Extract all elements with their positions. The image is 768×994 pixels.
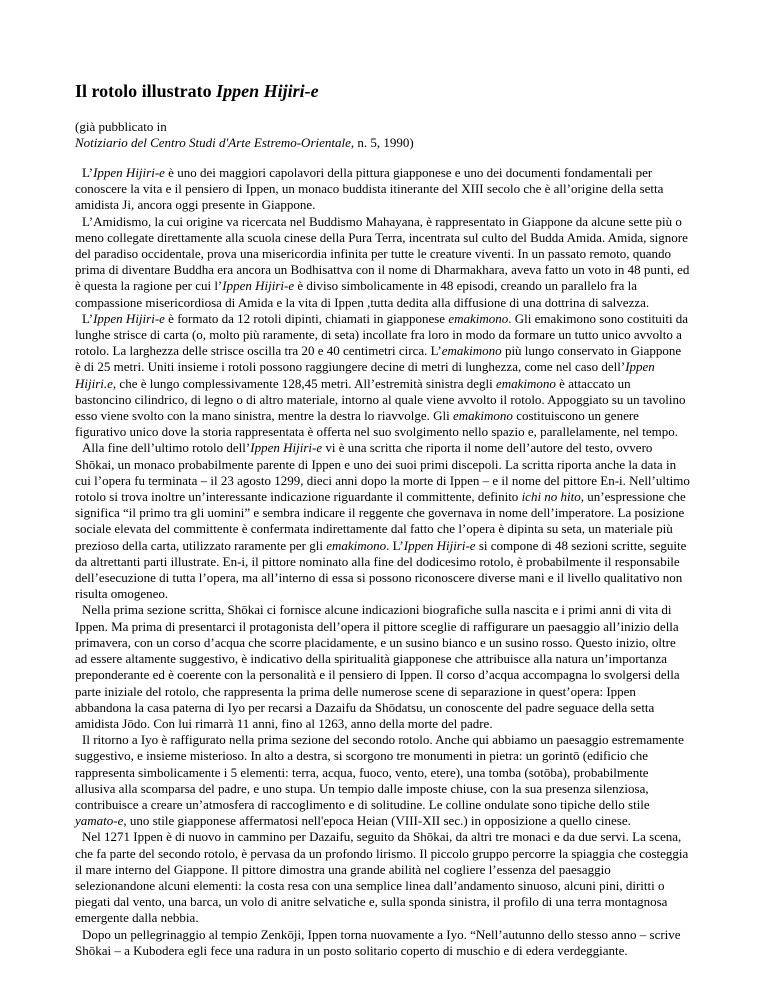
text-run: costituiscono un genere figurativo unico dove la storia rappresentata è offerta nel suo svolgimento nello spazio e, parallelamente, nel tempo. (75, 408, 678, 440)
text-run: Il ritorno a Iyo è raffigurato nella prima sezione del secondo rotolo. Anche qui abbiamo un paesaggio estremamente suggestivo, e insieme misterioso. In alto a destra, si scorgono tre monumenti in pietra: un gorintō (edificio che rappresenta simbolicamente i 5 elementi: terra, acqua, fuoco, vento, etere), una tomba (sotōba), probabilmente allusiva alla scomparsa del padre, e uno stupa. Un tempio dalle imposte chiuse, con la sua presenza silenziosa, contribuisce a creare un’atmosfera di raccoglimento e di solitudine. Le colline ondulate sono tipiche dello stile (75, 732, 684, 812)
text-run: si compone di 48 sezioni scritte, seguite da altrettanti parti illustrate. En-i, il pittore nominato alla fine del dodicesimo rotolo, è probabilmente il responsabile dell’esecuzione di tutta l’opera, ma all’interno di essa si possono riconoscere diverse mani e il livello qualitativo non risulta omogeneo. (75, 537, 687, 602)
italic-run: Ippen Hijiri-e (403, 537, 476, 553)
title-italic: Ippen Hijiri-e (216, 81, 319, 101)
italic-run: emakimono (441, 343, 502, 359)
text-run: è attaccato un bastoncino cilindrico, di legno o di altro materiale, intorno al quale viene avvolto il rotolo. Appoggiato su un tavolino esso viene svolto con la mano sinistra, mentre la destra lo riavvolge. Gli (75, 375, 686, 424)
text-run: è diviso simbolicamente in 48 episodi, creando un parallelo fra la compassione misericordiosa di Amida e la vita di Ippen ,tutta dedita alla diffusione di una dottrina di salvezza. (75, 278, 650, 310)
text-run: Dopo un pellegrinaggio al tempio Zenkōji, Ippen torna nuovamente a Iyo. “Nell’autunno dello stesso anno – scrive Shōkai – a Kubodera egli fece una radura in un posto solitario coperto di muschio e di edera verdeggiante. (75, 926, 681, 958)
text-run: Alla fine dell’ultimo rotolo dell’ (82, 440, 251, 456)
paragraph-7 (75, 829, 690, 926)
paragraph-6 (75, 732, 690, 829)
text-run: è formato da 12 rotoli dipinti, chiamati in giapponese (164, 310, 449, 326)
italic-run: Ippen Hijiri-e (93, 310, 165, 326)
pubnote-line1: (già pubblicato in (75, 119, 167, 134)
italic-run: Ippen Hijiri-e (93, 165, 165, 180)
italic-run: emakimono (495, 375, 556, 391)
italic-run: yamato-e (75, 813, 124, 829)
text-run: L’ (82, 310, 94, 326)
text-run: è uno dei maggiori capolavori della pittura giapponese e uno dei documenti fondamentali per conoscere la vita e il pensiero di Ippen, un monaco buddista itinerante del XIII secolo che è all’origine della setta amidista Ji, ancora oggi presente in Giappone. (75, 165, 664, 213)
text-run: Nella prima sezione scritta, Shōkai ci fornisce alcune indicazioni biografiche sulla nascita e i primi anni di vita di Ippen. Ma prima di presentarci il protagonista dell’opera il pittore sceglie di raffigurare un paesaggio all’inizio della primavera, con un corso d’acqua che scorre placidamente, e un susino bianco e un susino rosso. Questo inizio, oltre ad essere altamente suggestivo, è indicativo della spiritualità giapponese che attribuisce alla natura un’importanza preponderante ed è coerente con la personalità e il pensiero di Ippen. Il corso d’acqua accompagna lo svolgersi della parte iniziale del rotolo, che rappresenta la prima delle numerose scene di separazione in quest’opera: Ippen abbandona la casa paterna di Iyo per recarsi a Dazaifu da Shōdatsu, un conoscente del padre seguace della setta amidista Jōdo. Con lui rimarrà 11 anni, fino al 1263, anno della morte del padre. (75, 602, 680, 731)
text-run: vi è una scritta che riporta il nome dell’autore del testo, ovvero Shōkai, un monaco probabilmente parente di Ippen e uno dei suoi primi discepoli. La scritta riporta anche la data in cui l’opera fu terminata – il 23 agosto 1299, dieci anni dopo la morte di Ippen – e il nome del pittore En-i. Nell’ultimo rotolo si trova inoltre un’interessante indicazione riguardante il committente, definito (75, 440, 690, 505)
italic-run: emakimono (326, 537, 387, 553)
text-run: più lungo conservato in Giappone è di 25 metri. Uniti insieme i rotoli possono raggiungere decine di metri di lunghezza, come nel caso dell’ (75, 343, 682, 375)
paragraph-4 (75, 440, 690, 602)
paragraph-5 (75, 602, 690, 732)
paragraph-2 (75, 214, 690, 311)
paragraph-3 (75, 311, 690, 441)
italic-run: Ippen Hijiri.e (75, 359, 655, 391)
paragraph-8 (75, 927, 690, 959)
text-run: , che è lungo complessivamente 128,45 metri. All’estremità sinistra degli (112, 375, 496, 391)
paragraph-1 (75, 165, 690, 214)
article-title (75, 0, 690, 102)
pubnote-tail: , n. 5, 1990) (350, 135, 414, 150)
text-run: Nel 1271 Ippen è di nuovo in cammino per Dazaifu, seguito da Shōkai, da altri tre monaci e da due servi. La scena, che fa parte del secondo rotolo, è pervasa da un profondo lirismo. Il piccolo gruppo percorre la spiaggia che costeggia il mare interno del Giappone. Il pittore dimostra una grande abilità nel cogliere l’essenza del paesaggio selezionandone alcuni elementi: la costa resa con una semplice linea dall’andamento sinuoso, alcuni pini, diritti o piegati dal vento, una barca, un volo di anitre selvatiche e, sulla sponda sinistra, il profilo di una terra montagnosa emergente dalla nebbia. (75, 829, 689, 926)
italic-run: emakimono (448, 310, 509, 326)
italic-run: Ippen Hijiri-e (222, 278, 295, 294)
italic-run: ichi no hito (521, 489, 581, 505)
italic-run: emakimono (453, 408, 513, 424)
text-run: L’ (82, 165, 94, 180)
text-run: , uno stile giapponese affermatosi nell'epoca Heian (VIII-XII sec.) in opposizione a quello cinese. (123, 813, 631, 829)
text-run: . Gli emakimono sono costituiti da lunghe strisce di carta (o, molto più raramente, di seta) incollate fra loro in modo da formare un tutto unico avvolto a rotolo. La larghezza delle strisce oscilla tra 20 e 40 centimetri circa. L’ (75, 310, 689, 359)
article-body (75, 165, 690, 959)
italic-run: Ippen Hijiri-e (250, 440, 323, 456)
title-plain: Il rotolo illustrato (75, 81, 217, 101)
text-run: L’Amidismo, la cui origine va ricercata nel Buddismo Mahayana, è rappresentato in Giappone da alcune sette più o meno collegate direttamente alla scuola cinese della Pura Terra, incentrata sul culto del Budda Amida. Amida, signore del paradiso occidentale, prova una misericordia infinita per tutte le creature viventi. In un passato remoto, quando prima di diventare Buddha era ancora un Bodhisattva con il nome di Dharmakhara, aveva fatto un voto in 48 punti, ed è questa la ragione per cui l’ (75, 213, 690, 294)
text-run: , un’espressione che significa “il primo tra gli uomini” e sembra indicare il reggente che governava in nome dell’imperatore. La posizione sociale elevata del committente è confermata indirettamente dal fatto che l’opera è dipinta su seta, un materiale più prezioso della carta, utilizzato raramente per gli (75, 489, 686, 553)
publication-note (75, 119, 690, 151)
text-run: . L’ (386, 537, 404, 553)
pubnote-journal: Notiziario del Centro Studi d'Arte Estremo-Orientale (75, 135, 351, 150)
